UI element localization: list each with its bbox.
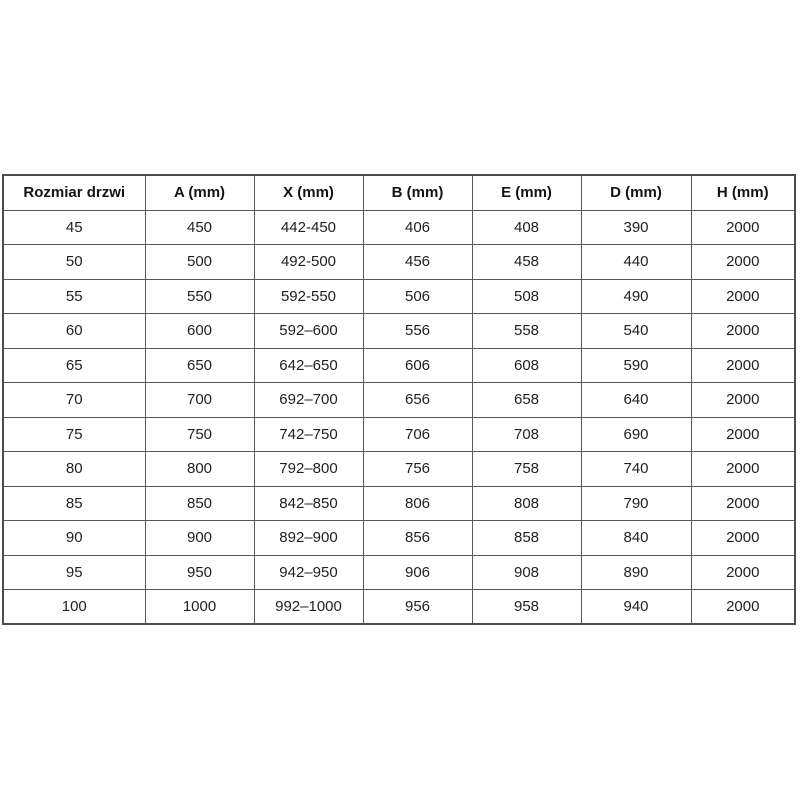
table-cell: 500 bbox=[145, 245, 254, 280]
table-cell: 556 bbox=[363, 314, 472, 349]
table-cell: 50 bbox=[3, 245, 145, 280]
table-cell: 2000 bbox=[691, 210, 795, 245]
table-row bbox=[3, 555, 795, 590]
table-row bbox=[3, 452, 795, 487]
table-cell: 658 bbox=[472, 383, 581, 418]
table-cell: 806 bbox=[363, 486, 472, 521]
table-row bbox=[3, 521, 795, 556]
table-cell: 756 bbox=[363, 452, 472, 487]
table-cell: 840 bbox=[581, 521, 691, 556]
table-cell: 90 bbox=[3, 521, 145, 556]
table-header-cell: H (mm) bbox=[691, 175, 795, 210]
table-cell: 600 bbox=[145, 314, 254, 349]
table-cell: 808 bbox=[472, 486, 581, 521]
table-header-row bbox=[3, 175, 795, 210]
table-cell: 70 bbox=[3, 383, 145, 418]
table-header-cell: Rozmiar drzwi bbox=[3, 175, 145, 210]
table-cell: 742–750 bbox=[254, 417, 363, 452]
table-cell: 490 bbox=[581, 279, 691, 314]
table-cell: 606 bbox=[363, 348, 472, 383]
table-cell: 900 bbox=[145, 521, 254, 556]
table-cell: 708 bbox=[472, 417, 581, 452]
table-cell: 908 bbox=[472, 555, 581, 590]
table-cell: 650 bbox=[145, 348, 254, 383]
table-cell: 45 bbox=[3, 210, 145, 245]
table-cell: 850 bbox=[145, 486, 254, 521]
table-cell: 608 bbox=[472, 348, 581, 383]
table-cell: 950 bbox=[145, 555, 254, 590]
table-cell: 65 bbox=[3, 348, 145, 383]
table-cell: 2000 bbox=[691, 590, 795, 625]
table-cell: 640 bbox=[581, 383, 691, 418]
table-cell: 492-500 bbox=[254, 245, 363, 280]
table-cell: 758 bbox=[472, 452, 581, 487]
table-cell: 456 bbox=[363, 245, 472, 280]
table-cell: 692–700 bbox=[254, 383, 363, 418]
table-cell: 842–850 bbox=[254, 486, 363, 521]
table-cell: 440 bbox=[581, 245, 691, 280]
table-row bbox=[3, 245, 795, 280]
table-cell: 642–650 bbox=[254, 348, 363, 383]
table-header bbox=[3, 175, 795, 210]
table-cell: 992–1000 bbox=[254, 590, 363, 625]
table-row bbox=[3, 279, 795, 314]
table-row bbox=[3, 383, 795, 418]
table-cell: 590 bbox=[581, 348, 691, 383]
table-cell: 1000 bbox=[145, 590, 254, 625]
table-cell: 2000 bbox=[691, 383, 795, 418]
table-cell: 2000 bbox=[691, 452, 795, 487]
table-cell: 690 bbox=[581, 417, 691, 452]
table-header-cell: X (mm) bbox=[254, 175, 363, 210]
table-body bbox=[3, 210, 795, 624]
table-cell: 790 bbox=[581, 486, 691, 521]
table-cell: 2000 bbox=[691, 348, 795, 383]
table-cell: 458 bbox=[472, 245, 581, 280]
table-cell: 892–900 bbox=[254, 521, 363, 556]
table-row bbox=[3, 210, 795, 245]
table-cell: 592-550 bbox=[254, 279, 363, 314]
table-cell: 700 bbox=[145, 383, 254, 418]
table-cell: 592–600 bbox=[254, 314, 363, 349]
table-cell: 100 bbox=[3, 590, 145, 625]
table-cell: 85 bbox=[3, 486, 145, 521]
table-row bbox=[3, 590, 795, 625]
table-row bbox=[3, 486, 795, 521]
table-cell: 858 bbox=[472, 521, 581, 556]
table-cell: 540 bbox=[581, 314, 691, 349]
table-cell: 558 bbox=[472, 314, 581, 349]
table-cell: 958 bbox=[472, 590, 581, 625]
table-cell: 442-450 bbox=[254, 210, 363, 245]
table-cell: 2000 bbox=[691, 245, 795, 280]
table-cell: 856 bbox=[363, 521, 472, 556]
table-cell: 706 bbox=[363, 417, 472, 452]
table-row bbox=[3, 348, 795, 383]
table-cell: 408 bbox=[472, 210, 581, 245]
table-cell: 508 bbox=[472, 279, 581, 314]
table-cell: 942–950 bbox=[254, 555, 363, 590]
table-cell: 450 bbox=[145, 210, 254, 245]
table-cell: 890 bbox=[581, 555, 691, 590]
table-header-cell: B (mm) bbox=[363, 175, 472, 210]
table-cell: 2000 bbox=[691, 279, 795, 314]
table-cell: 390 bbox=[581, 210, 691, 245]
table-cell: 95 bbox=[3, 555, 145, 590]
table-cell: 2000 bbox=[691, 486, 795, 521]
table-cell: 750 bbox=[145, 417, 254, 452]
table-cell: 792–800 bbox=[254, 452, 363, 487]
table-header-cell: D (mm) bbox=[581, 175, 691, 210]
table-cell: 2000 bbox=[691, 417, 795, 452]
table-cell: 800 bbox=[145, 452, 254, 487]
table-cell: 940 bbox=[581, 590, 691, 625]
table-cell: 80 bbox=[3, 452, 145, 487]
table-cell: 2000 bbox=[691, 314, 795, 349]
table-cell: 406 bbox=[363, 210, 472, 245]
table-cell: 75 bbox=[3, 417, 145, 452]
table-header-cell: E (mm) bbox=[472, 175, 581, 210]
table-cell: 55 bbox=[3, 279, 145, 314]
door-size-table bbox=[2, 174, 796, 625]
table-cell: 656 bbox=[363, 383, 472, 418]
table-row bbox=[3, 417, 795, 452]
table-row bbox=[3, 314, 795, 349]
table-cell: 2000 bbox=[691, 555, 795, 590]
table-cell: 956 bbox=[363, 590, 472, 625]
table-cell: 506 bbox=[363, 279, 472, 314]
table-header-cell: A (mm) bbox=[145, 175, 254, 210]
table-cell: 740 bbox=[581, 452, 691, 487]
table-cell: 550 bbox=[145, 279, 254, 314]
table-cell: 906 bbox=[363, 555, 472, 590]
table-cell: 2000 bbox=[691, 521, 795, 556]
table-cell: 60 bbox=[3, 314, 145, 349]
